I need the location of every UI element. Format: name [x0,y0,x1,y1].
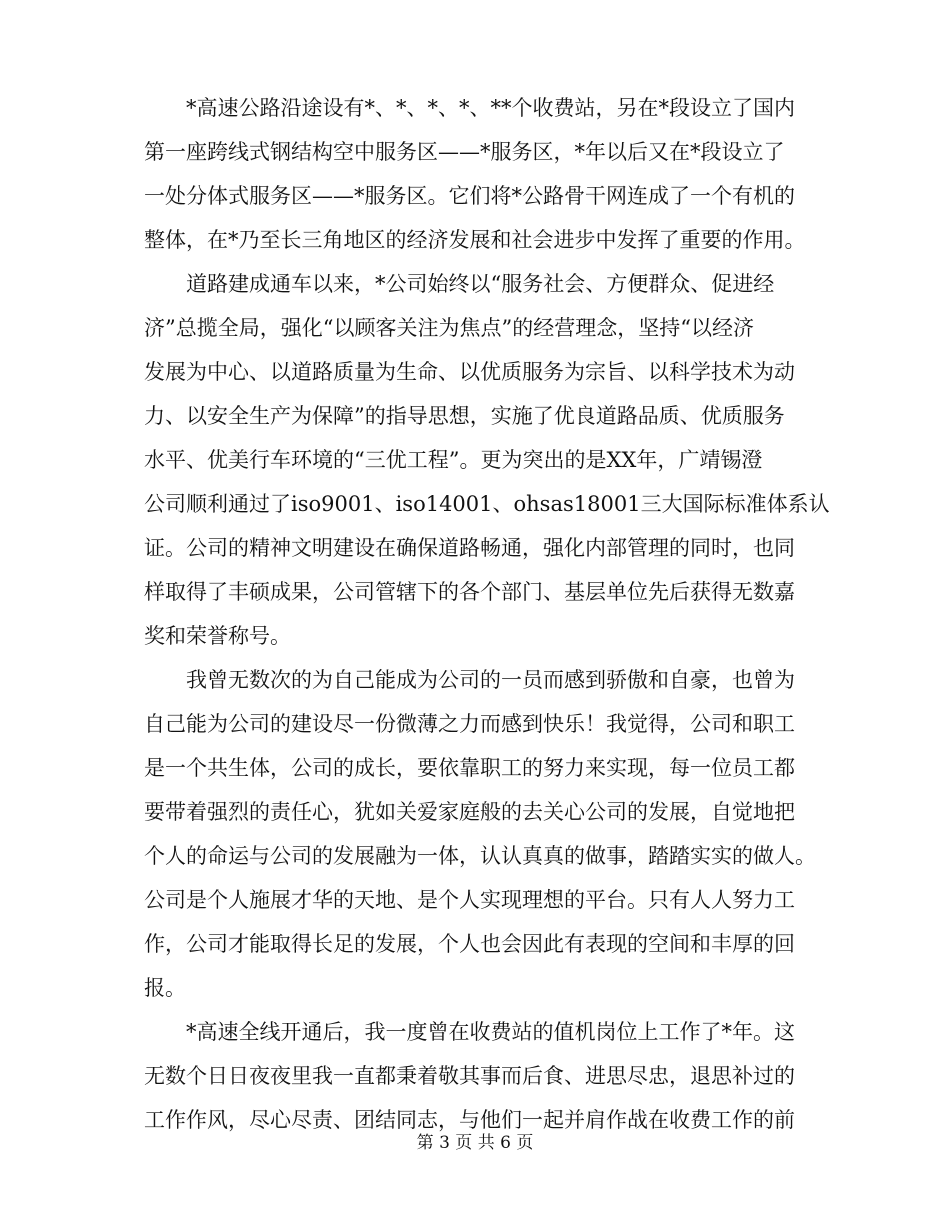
text-line: 公司顺利通过了iso9001、iso14001、ohsas18001三大国际标准体系认 [144,492,830,516]
text-line: 是一个共生体，公司的成长，要依靠职工的努力来实现，每一位员工都 [144,756,795,780]
text-line: 无数个日日夜夜里我一直都秉着敬其事而后食、进思尽忠，退思补过的 [144,1064,795,1088]
text-line: 作，公司才能取得长足的发展，个人也会因此有表现的空间和丰厚的回 [144,932,795,956]
text-line: 一处分体式服务区——*服务区。它们将*公路骨干网连成了一个有机的 [144,184,795,208]
text-line: 要带着强烈的责任心，犹如关爱家庭般的去关心公司的发展，自觉地把 [144,800,795,824]
page-number-footer: 第 3 页 共 6 页 [416,1133,534,1153]
text-line: 工作作风，尽心尽责、团结同志，与他们一起并肩作战在收费工作的前 [144,1108,795,1132]
text-line: 证。公司的精神文明建设在确保道路畅通，强化内部管理的同时，也同 [144,536,795,560]
text-line: 整体，在*乃至长三角地区的经济发展和社会进步中发挥了重要的作用。 [144,228,806,252]
text-line: 发展为中心、以道路质量为生命、以优质服务为宗旨、以科学技术为动 [144,360,795,384]
text-line: *高速全线开通后，我一度曾在收费站的值机岗位上工作了*年。这 [186,1020,795,1044]
text-line: 我曾无数次的为自己能成为公司的一员而感到骄傲和自豪，也曾为 [186,668,795,692]
text-line: *高速公路沿途设有*、*、*、*、**个收费站，另在*段设立了国内 [186,96,795,120]
text-line: 样取得了丰硕成果，公司管辖下的各个部门、基层单位先后获得无数嘉 [144,580,795,604]
text-line: 水平、优美行车环境的“三优工程”。更为突出的是XX年，广靖锡澄 [144,448,763,472]
text-line: 报。 [144,976,186,1000]
text-line: 自己能为公司的建设尽一份微薄之力而感到快乐！我觉得，公司和职工 [144,712,795,736]
text-line: 第一座跨线式钢结构空中服务区——*服务区，*年以后又在*段设立了 [144,140,785,164]
text-line: 公司是个人施展才华的天地、是个人实现理想的平台。只有人人努力工 [144,888,795,912]
text-line: 个人的命运与公司的发展融为一体，认认真真的做事，踏踏实实的做人。 [144,844,816,868]
document-body [144,86,830,1142]
text-line: 奖和荣誉称号。 [144,624,291,648]
text-line: 道路建成通车以来，*公司始终以“服务社会、方便群众、促进经 [186,272,775,296]
text-line: 力、以安全生产为保障”的指导思想，实施了优良道路品质、优质服务 [144,404,785,428]
text-line: 济”总揽全局，强化“以顾客关注为焦点”的经营理念，坚持“以经济 [144,316,754,340]
